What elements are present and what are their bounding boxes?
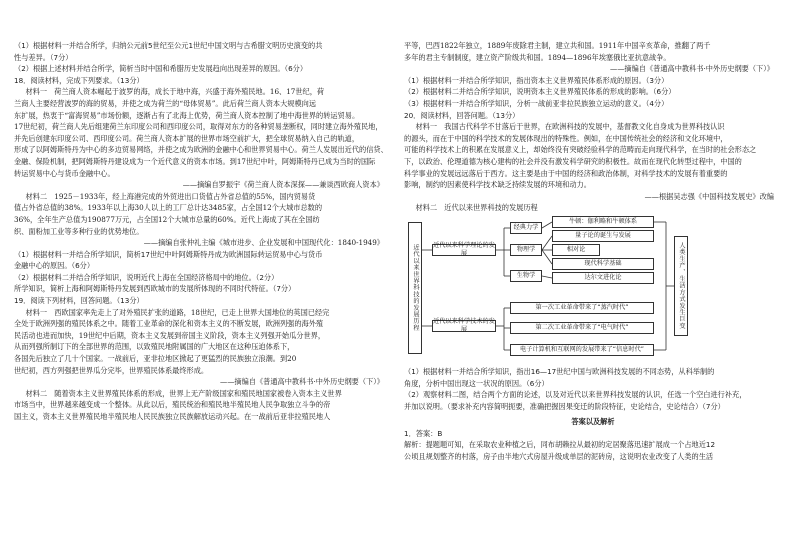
source-citation: ——摘编自《普通高中教科书·中外历史纲要（下）》: [610, 64, 774, 74]
material-18-1: [14, 86, 392, 179]
material-line: 下，以政治、伦理道德为核心建构的社会并没有激发科学研究的积极性。故而在现代化转型过程中，中国的: [404, 156, 742, 166]
question-19-2: （2）根据材料二并结合所学知识，说明资本主义世界殖民体系的形成的影响。（6分）: [404, 87, 676, 97]
source-citation: ——摘编自罗振宇《荷兰商人资本深探——兼谈西欧商人资本》: [182, 180, 384, 190]
material-20-2-title: 材料二 近代以来世界科技的发展历程: [415, 203, 538, 213]
material-line: 国主义，资本主义世界殖民地半殖民地人民民族独立民族解放运动兴起。在一战前后亚非拉殖民地人: [14, 412, 331, 421]
right-column: [404, 40, 782, 463]
material-line: 转运贸易中心与货币金融中心。: [14, 168, 115, 178]
diagram-subject-physics: 物理学: [510, 244, 542, 256]
material-line: 的源头，而在于中国的科学技术的发展体现出的特殊性。例如，在中国传统社会的经济和文化环境中，: [404, 133, 728, 143]
question-18-3b: 所学知识，简析上海和阿姆斯特丹发展到西欧城市的发展所体现的不同时代特征。（7分）: [14, 284, 296, 294]
material-line: 民活动也进而加快，19世纪中后期，资本主义发展到帝国主义阶段，资本主义列强开始瓜分世界，: [14, 330, 326, 340]
question-20-heading: 20．阅读材料，回答问题。（13分）: [404, 110, 520, 120]
material-20-1: [404, 121, 782, 191]
question-18-2: （2）根据材料二并结合所学知识，说明近代上海在全国经济格局中的地位。（2分）: [14, 272, 279, 282]
diagram-tech-electric: 第二次工业革命带来了“电气时代”: [510, 322, 654, 334]
material-line: 科学事业的发展远远落后于西方。这主要是由于中国的经济和政治体制，对科学技术的发展有着重要的: [404, 168, 728, 178]
left-column: [14, 40, 392, 423]
diagram-item: 量子论的诞生与发展: [552, 230, 654, 242]
question-17-1-line1: （1）根据材料一并结合所学，归纳公元前5世纪至公元1世纪中国文明与古希腊文明历史演变的共: [14, 41, 323, 50]
answer-explanation-line: 公顷且规划整齐的村落，房子由半地穴式房屋升级成单层的泥砖房，这说明农业改变了人类的生活: [404, 452, 714, 462]
material-line: 并先后创建东印度公司、西印度公司。荷兰商人资本扩展的世界市场空前扩大，把全球贸易纳入自己的轨道，: [14, 133, 360, 143]
material-line: 材料二 1925－1933年，经上海港完成的外贸进出口货值占外省总值的55%，国内贸易货: [25, 191, 316, 201]
source-citation: ——根据吴志强《中国科技发展史》改编: [644, 191, 774, 201]
diagram-tech-steam: 第一次工业革命带来了“蒸汽时代”: [510, 302, 654, 314]
material-line: 市场当中，世界越来越变成一个整体。从此以后，殖民统治和殖民地半殖民地人民争取独立斗争的帝: [14, 400, 331, 410]
material-line: 材料二 随着资本主义世界殖民体系的形成，世界上无产阶级国家和殖民地国家被卷入资本主义世界: [25, 388, 342, 398]
material-line: 兰商人主要经营波罗的海的贸易，并使之成为荷兰的“母体贸易”。此后荷兰商人资本大规模向远: [14, 98, 317, 108]
question-18-1b: 金融中心的原因。（6分）: [14, 261, 95, 271]
answer-section-title: 答案以及解析: [571, 417, 615, 427]
question-19-1: （1）根据材料一并结合所学知识，指出资本主义世界殖民体系形成的原因。（3分）: [404, 75, 669, 85]
material-line: 36%，全年生产总值为190877万元，占全国12个大城市总量的60%。近代上海成了其在全国纺: [14, 214, 320, 224]
material-line: 织、面粉加工业等多种行业的优势地位。: [14, 226, 144, 236]
diagram-item: 现代科学基础: [552, 258, 654, 270]
answer-explanation-line: 解析：提题题可知，在采取农业种植之后，同布胡赖拉从最初的定居聚落迅速扩展成一个占地近12: [404, 440, 716, 450]
material-line: 材料一 荷兰商人资本崛起于波罗的海，成长于地中海，兴盛于海外殖民地。16、17世纪，荷: [25, 87, 325, 97]
question-17-1-line2: 性与差异。（7分）: [14, 52, 73, 62]
material-line: 平等，巴西1822年独立，1889年废除君主制，建立共和国。1911年中国辛亥革命，推翻了两千: [404, 41, 711, 50]
material-18-2: [14, 191, 392, 237]
material-line: 全处于欧洲列强的殖民体系之中。随着工业革命的深化和资本主义的不断发展，欧洲列强的海外殖: [14, 319, 324, 329]
diagram-tech-information: 电子计算机和互联网的发展带来了“信息时代”: [510, 344, 654, 356]
question-18-1: （1）根据材料一并结合所学知识，简析17世纪中叶阿姆斯特丹成为欧洲国际转运贸易中心与货币: [14, 249, 323, 259]
science-history-diagram: [404, 216, 782, 364]
material-19-1: [14, 307, 392, 377]
question-20-1b: 角度，分析中国出现这一状况的原因。（6分）: [404, 378, 549, 388]
answer-1: 1．答案：B: [404, 428, 443, 438]
diagram-item: 相对论: [552, 244, 600, 256]
question-19-heading: 19．阅读下列材料，回答问题。（13分）: [14, 296, 144, 306]
material-line: 17世纪初，荷兰商人先后组建荷兰东印度公司和西印度公司，取得对东方的各种贸易垄断权，同时建立海外殖民地，: [14, 122, 383, 132]
material-19-2: [14, 388, 392, 423]
question-19-3: （3）根据材料一并结合所学知识，分析一战前亚非拉民族独立运动的意义。（4分）: [404, 98, 669, 108]
diagram-outcome-label: 人类生产、生活方式发生巨变: [674, 236, 688, 336]
diagram-branch-theory: 近代以来科学理论的发展: [433, 241, 495, 257]
material-line: 世纪初，西方列强把世界瓜分完毕，世界殖民体系最终形成。: [14, 365, 209, 375]
diagram-branch-technology: 近代以来科学技术的发展: [433, 317, 495, 333]
question-20-2b: 并加以说明。（要求补充内容简明扼要，准确把握因果变迁的阶段特征，史论结合，史论结合）（7分）: [404, 401, 725, 411]
diagram-item: 牛顿：伽利略和牛顿体系: [552, 216, 654, 228]
question-17-2: （2）根据上述材料并结合所学，简析当时中国和希腊历史发展趋向出现差异的原因。（6分）: [14, 64, 308, 74]
material-line: 金融、保险机制，把阿姆斯特丹建设成为一个近代意义的资本市场。到17世纪中叶，阿姆斯特丹已成为当时的国际: [14, 156, 376, 166]
diagram-subject-biology: 生物学: [510, 270, 542, 282]
diagram-root-label: 近代以来世界科技的发展历程: [408, 222, 422, 354]
material-line: 值占外省总值的38%。1933年以上海30人以上的工厂总计达3485家，占全国12个大城市总数的: [14, 203, 323, 213]
question-20-2: （2）观察材料二图，结合两个方面的论述，以及对近代以来世界科技发展的认识，任选一个空白进行补充，: [404, 390, 747, 400]
material-line: 从而列强所制订下的全部世界的范围，以致殖民地附属国的广大地区在这种压迫体系下，: [14, 342, 295, 352]
source-citation: ——摘编自张仲礼主编《城市进步、企业发展和中国现代化：1840-1949》: [143, 238, 384, 248]
material-line: 各国先后独立了几十个国家。一战前后，亚非拉地区掀起了更猛烈的民族独立浪潮。到20: [14, 354, 297, 364]
material-line: 形成了以阿姆斯特丹为中心的多边贸易网络，并使之成为欧洲的金融中心和世界贸易中心。荷兰人发展出近代的信贷、: [14, 145, 388, 155]
diagram-subject-mechanics: 经典力学: [510, 222, 542, 234]
material-line: 影响，制约的因素使科学技术缺乏持续发展的环境和动力。: [404, 180, 591, 190]
material-line: 材料一 西欧国家率先走上了对外殖民扩张的道路，18世纪，已走上世界大国地位的英国已经完: [25, 307, 330, 317]
question-20-1: （1）根据材料一并结合所学知识，指出16—17世纪中国与欧洲科技发展的不同态势，从科举制的: [404, 366, 715, 376]
material-line: 多年的君主专制制度，建立资产阶级共和国。1894—1896年埃塞俄比亚抗意战争。: [404, 52, 671, 62]
diagram-item: 达尔文进化论: [552, 272, 654, 284]
source-citation: ——摘编自《普通高中教科书·中外历史纲要（下）》: [220, 377, 384, 387]
material-line: 东扩展，热衷于“富海贸易”市场份额，逐渐占有了北海上优势，荷兰商人资本控制了地中海世界的转运贸易。: [14, 110, 360, 120]
question-18-heading: 18．阅读材料，完成下列要求。（13分）: [14, 75, 144, 85]
material-line: 材料一 我国古代科学不甘落后于世界，在欧洲科技的发展中，基督教文化自身成为世界科技认识: [415, 122, 725, 132]
material-line: 可能的科学技术上的积累在发展意义上，却始终没有突破经验科学的范畴而走向现代科学，在当时的社会形态之: [404, 145, 757, 155]
